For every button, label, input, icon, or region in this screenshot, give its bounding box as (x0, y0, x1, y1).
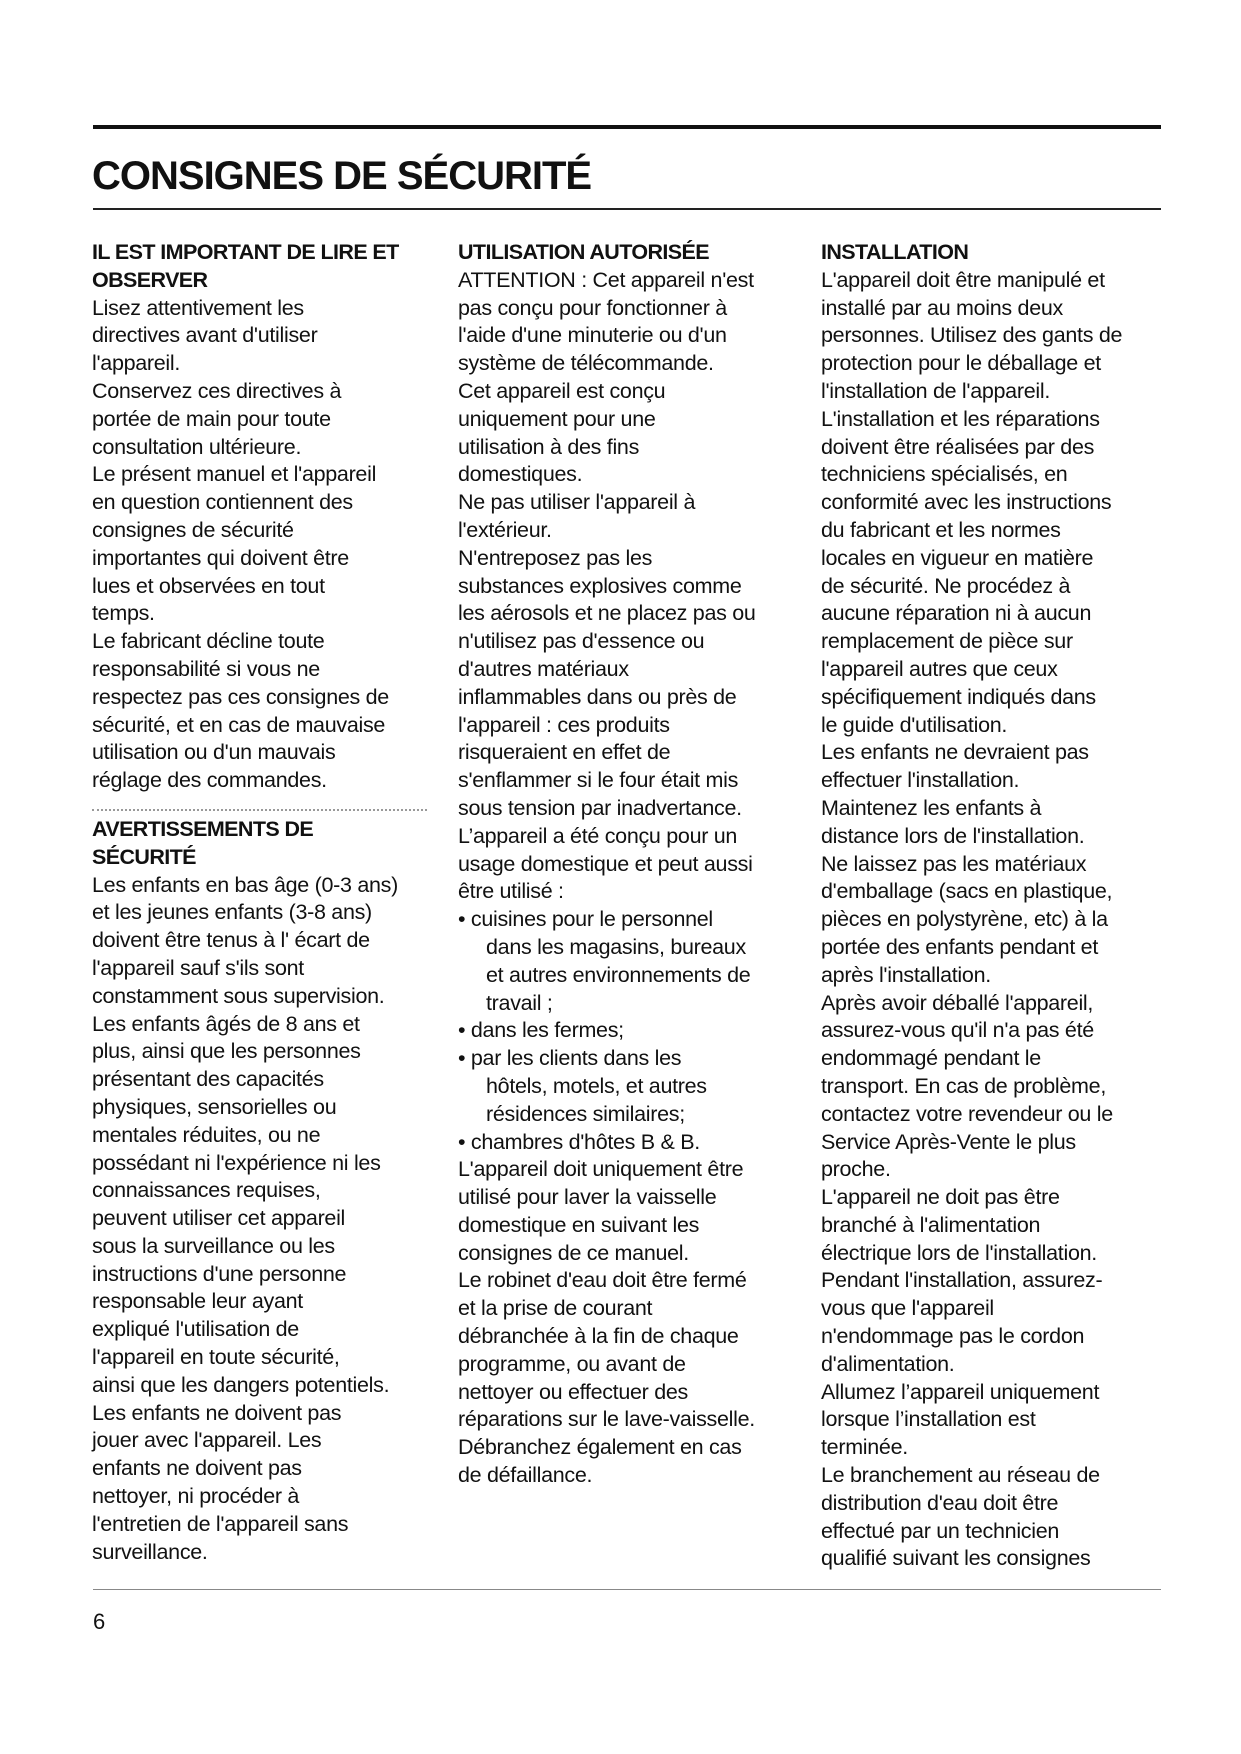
text-line: importantes qui doivent être (92, 545, 349, 570)
paragraph (458, 267, 803, 906)
text-line: lorsque l’installation est (821, 1407, 1036, 1432)
page-title: CONSIGNES DE SÉCURITÉ (92, 154, 592, 198)
text-line: portée de main pour toute (92, 406, 331, 431)
text-line: responsable leur ayant (92, 1289, 303, 1314)
text-line: L'appareil ne doit pas être (821, 1185, 1060, 1210)
text-line: IL EST IMPORTANT DE LIRE ET (92, 240, 399, 264)
text-line: spécifiquement indiqués dans (821, 684, 1096, 709)
text-line: • cuisines pour le personnel (458, 907, 713, 932)
text-line: proche. (821, 1157, 891, 1182)
text-line: réglage des commandes. (92, 768, 327, 793)
text-line: jouer avec l'appareil. Les (92, 1428, 322, 1453)
text-line: s'enflammer si le four était mis (458, 768, 739, 793)
text-line: de défaillance. (458, 1463, 593, 1488)
text-line: pas conçu pour fonctionner à (458, 295, 727, 320)
text-line: ainsi que les dangers potentiels. (92, 1372, 390, 1397)
paragraph (92, 872, 437, 1567)
text-line: L'installation et les réparations (821, 406, 1100, 431)
text-line: domestiques. (458, 462, 583, 487)
text-line: l'installation de l'appareil. (821, 378, 1050, 403)
text-line: consignes de sécurité (92, 517, 294, 542)
text-line: utilisé pour laver la vaisselle (458, 1185, 717, 1210)
text-line: respectez pas ces consignes de (92, 684, 389, 709)
text-line: consignes de ce manuel. (458, 1240, 689, 1265)
text-line: Service Après-Vente le plus (821, 1129, 1076, 1154)
text-line: l'appareil sauf s'ils sont (92, 955, 304, 980)
text-line: doivent être tenus à l' écart de (92, 928, 370, 953)
text-line: Ne laissez pas les matériaux (821, 851, 1087, 876)
text-line: le guide d'utilisation. (821, 712, 1008, 737)
text-line: l'appareil. (92, 351, 181, 376)
text-line: en question contiennent des (92, 490, 353, 515)
text-line: Le fabricant décline toute (92, 629, 325, 654)
text-line: branché à l'alimentation (821, 1212, 1041, 1237)
top-rule (93, 125, 1161, 129)
dotted-separator (92, 809, 427, 811)
text-line: • dans les fermes; (458, 1018, 624, 1043)
text-line: INSTALLATION (821, 240, 969, 264)
text-line: temps. (92, 601, 155, 626)
text-line: n'utilisez pas d'essence ou (458, 629, 705, 654)
text-line: mentales réduites, ou ne (92, 1122, 321, 1147)
text-line: plus, ainsi que les personnes (92, 1039, 361, 1064)
text-line: présentant des capacités (92, 1067, 324, 1092)
text-line: distance lors de l'installation. (821, 823, 1085, 848)
text-line: protection pour le déballage et (821, 351, 1101, 376)
text-line: pièces en polystyrène, etc) à la (821, 907, 1108, 932)
text-line: aucune réparation ni à aucun (821, 601, 1092, 626)
text-line: consultation ultérieure. (92, 434, 302, 459)
text-line: électrique lors de l'installation. (821, 1240, 1097, 1265)
text-line: peuvent utiliser cet appareil (92, 1206, 346, 1231)
bullet-item (458, 906, 803, 1017)
text-line: locales en vigueur en matière (821, 545, 1094, 570)
text-line: l'extérieur. (458, 517, 552, 542)
text-line: vous que l'appareil (821, 1296, 994, 1321)
text-line: nettoyer ou effectuer des (458, 1379, 688, 1404)
text-line: qualifié suivant les consignes (821, 1546, 1091, 1571)
text-line: constamment sous supervision. (92, 983, 385, 1008)
text-line: risqueraient en effet de (458, 740, 671, 765)
text-line: uniquement pour une (458, 406, 656, 431)
section-heading (92, 816, 437, 872)
text-line: distribution d'eau doit être (821, 1490, 1059, 1515)
text-line: les aérosols et ne placez pas ou (458, 601, 756, 626)
footer-rule (93, 1589, 1161, 1590)
text-line: inflammables dans ou près de (458, 684, 737, 709)
text-line: de sécurité. Ne procédez à (821, 573, 1071, 598)
text-line: Débranchez également en cas (458, 1435, 742, 1460)
text-line: effectué par un technicien (821, 1518, 1060, 1543)
text-line: utilisation ou d'un mauvais (92, 740, 336, 765)
text-line: nettoyer, ni procéder à (92, 1484, 300, 1509)
text-line: du fabricant et les normes (821, 517, 1061, 542)
text-line: • chambres d'hôtes B & B. (458, 1129, 700, 1154)
section-heading (821, 239, 1166, 267)
text-line: n'endommage pas le cordon (821, 1324, 1085, 1349)
text-line: l'aide d'une minuterie ou d'un (458, 323, 727, 348)
text-line: remplacement de pièce sur (821, 629, 1073, 654)
title-rule (93, 208, 1161, 210)
text-line: personnes. Utilisez des gants de (821, 323, 1123, 348)
text-line: Lisez attentivement les (92, 295, 304, 320)
text-line: assurez-vous qu'il n'a pas été (821, 1018, 1094, 1043)
text-line: expliqué l'utilisation de (92, 1317, 299, 1342)
text-line: Le robinet d'eau doit être fermé (458, 1268, 747, 1293)
text-line: instructions d'une personne (92, 1261, 347, 1286)
text-line: Pendant l'installation, assurez- (821, 1268, 1103, 1293)
text-line: directives avant d'utiliser (92, 323, 318, 348)
text-line: substances explosives comme (458, 573, 742, 598)
text-line: l'entretien de l'appareil sans (92, 1511, 349, 1536)
text-line: sous tension par inadvertance. (458, 795, 742, 820)
text-line: AVERTISSEMENTS DE (92, 816, 314, 841)
text-line: effectuer l'installation. (821, 768, 1020, 793)
column-safety-warnings (92, 239, 437, 1566)
text-line: Allumez l’appareil uniquement (821, 1379, 1100, 1404)
text-line: utilisation à des fins (458, 434, 640, 459)
bullet-item (458, 1017, 803, 1045)
text-line: résidences similaires; (486, 1101, 685, 1126)
text-line: possédant ni l'expérience ni les (92, 1150, 381, 1175)
text-line: débranchée à la fin de chaque (458, 1324, 739, 1349)
text-line: contactez votre revendeur ou le (821, 1101, 1113, 1126)
text-line: d'alimentation. (821, 1351, 955, 1376)
text-line: portée des enfants pendant et (821, 934, 1098, 959)
text-line: hôtels, motels, et autres (486, 1073, 707, 1098)
text-line: l'appareil : ces produits (458, 712, 670, 737)
text-line: usage domestique et peut aussi (458, 851, 753, 876)
column-authorized-use (458, 239, 803, 1490)
text-line: Les enfants ne devraient pas (821, 740, 1089, 765)
text-line: endommagé pendant le (821, 1046, 1041, 1071)
text-line: ATTENTION : Cet appareil n'est (458, 267, 754, 292)
text-line: lues et observées en tout (92, 573, 325, 598)
text-line: L'appareil doit uniquement être (458, 1157, 744, 1182)
text-line: programme, ou avant de (458, 1351, 686, 1376)
page-number: 6 (93, 1609, 106, 1634)
text-line: doivent être réalisées par des (821, 434, 1095, 459)
text-line: Maintenez les enfants à (821, 795, 1042, 820)
text-line: L'appareil doit être manipulé et (821, 267, 1105, 292)
text-line: l'appareil en toute sécurité, (92, 1345, 340, 1370)
bullet-item (458, 1129, 803, 1157)
text-line: terminée. (821, 1435, 908, 1460)
text-line: Le présent manuel et l'appareil (92, 462, 377, 487)
text-line: responsabilité si vous ne (92, 656, 320, 681)
text-line: l'appareil autres que ceux (821, 656, 1058, 681)
text-line: Conservez ces directives à (92, 378, 342, 403)
text-line: Ne pas utiliser l'appareil à (458, 490, 696, 515)
paragraph (821, 267, 1166, 1573)
text-line: d'emballage (sacs en plastique, (821, 879, 1113, 904)
text-line: Les enfants âgés de 8 ans et (92, 1011, 360, 1036)
text-line: Le branchement au réseau de (821, 1463, 1100, 1488)
text-line: et autres environnements de (486, 962, 751, 987)
text-line: et les jeunes enfants (3-8 ans) (92, 900, 372, 925)
text-line: L’appareil a été conçu pour un (458, 823, 738, 848)
text-line: domestique en suivant les (458, 1212, 700, 1237)
text-line: connaissances requises, (92, 1178, 321, 1203)
text-line: • par les clients dans les (458, 1046, 682, 1071)
section-heading (92, 239, 437, 295)
text-line: réparations sur le lave-vaisselle. (458, 1407, 755, 1432)
text-line: sécurité, et en cas de mauvaise (92, 712, 386, 737)
paragraph (92, 295, 437, 795)
text-line: après l'installation. (821, 962, 991, 987)
text-line: et la prise de courant (458, 1296, 653, 1321)
text-line: surveillance. (92, 1539, 208, 1564)
paragraph (458, 1156, 803, 1490)
bullet-item (458, 1045, 803, 1128)
text-line: travail ; (486, 990, 553, 1015)
text-line: UTILISATION AUTORISÉE (458, 240, 709, 264)
text-line: SÉCURITÉ (92, 844, 196, 869)
text-line: installé par au moins deux (821, 295, 1063, 320)
text-line: dans les magasins, bureaux (486, 934, 746, 959)
text-line: physiques, sensorielles ou (92, 1094, 337, 1119)
text-line: transport. En cas de problème, (821, 1073, 1106, 1098)
column-installation (821, 239, 1166, 1573)
section-heading (458, 239, 803, 267)
text-line: sous la surveillance ou les (92, 1233, 335, 1258)
text-line: conformité avec les instructions (821, 490, 1112, 515)
text-line: techniciens spécialisés, en (821, 462, 1068, 487)
text-line: Les enfants ne doivent pas (92, 1400, 342, 1425)
text-line: enfants ne doivent pas (92, 1456, 302, 1481)
text-line: système de télécommande. (458, 351, 714, 376)
text-line: OBSERVER (92, 267, 208, 292)
text-line: Les enfants en bas âge (0-3 ans) (92, 872, 398, 897)
text-line: d'autres matériaux (458, 656, 629, 681)
text-line: Après avoir déballé l'appareil, (821, 990, 1094, 1015)
text-line: Cet appareil est conçu (458, 378, 666, 403)
text-line: être utilisé : (458, 879, 564, 904)
text-line: N'entreposez pas les (458, 545, 653, 570)
